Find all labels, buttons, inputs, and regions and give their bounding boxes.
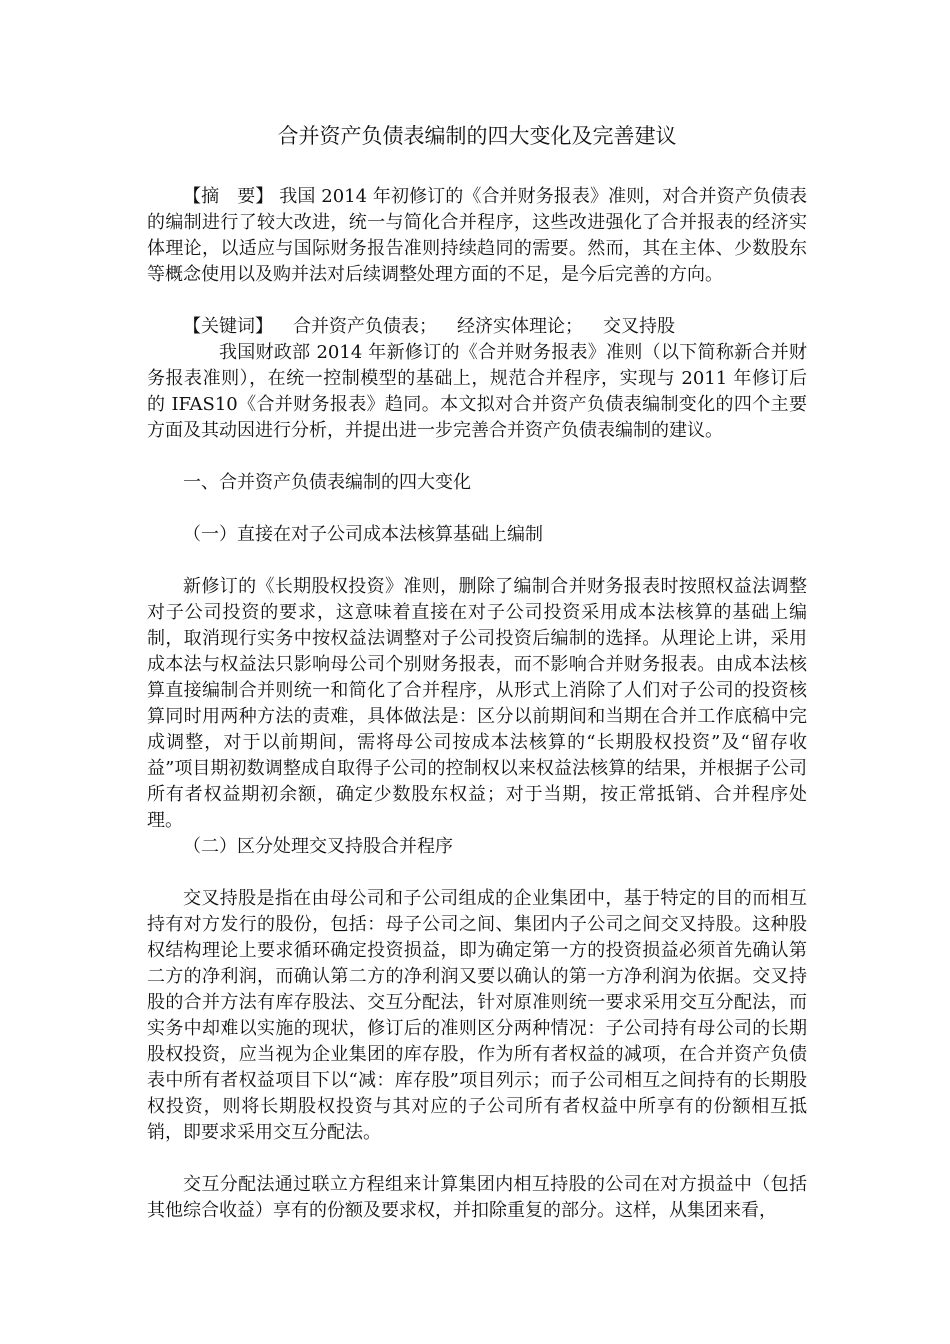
abstract-paragraph	[147, 184, 807, 288]
keyword-item: 经济实体理论；	[457, 316, 583, 337]
document-title: 合并资产负债表编制的四大变化及完善建议	[277, 124, 677, 148]
subsection-heading: （一）直接在对子公司成本法核算基础上编制	[183, 524, 543, 545]
intro-paragraph: 我国财政部 2014 年新修订的《合并财务报表》准则（以下简称新合并财务报表准则），在统一控制模型的基础上，规范合并程序，实现与 2011 年修订后的 IFAS10《合并财务报表》趋同。本文拟对合并资产负债表编制变化的四个主要方面及其动因进行分析，并提出进一步完善合并资产负债表编制的建议。	[147, 342, 807, 441]
keyword-item: 交叉持股	[603, 316, 675, 337]
subsection-heading: （二）区分处理交叉持股合并程序	[183, 836, 453, 857]
body-paragraph: 交叉持股是指在由母公司和子公司组成的企业集团中，基于特定的目的而相互持有对方发行的股份，包括：母子公司之间、集团内子公司之间交叉持股。这种股权结构理论上要求循环确定投资损益，即为确定第一方的投资损益必须首先确认第二方的净利润，而确认第二方的净利润又要以确认的第一方净利润为依据。交叉持股的合并方法有库存股法、交互分配法，针对原准则统一要求采用交互分配法，而实务中却难以实施的现状，修订后的准则区分两种情况：子公司持有母公司的长期股权投资，应当视为企业集团的库存股，作为所有者权益的减项，在合并资产负债表中所有者权益项目下以“减：库存股”项目列示；而子公司相互之间持有的长期股权投资，则将长期股权投资与其对应的子公司所有者权益中所享有的份额相互抵销，即要求采用交互分配法。	[147, 888, 807, 1143]
keywords-label: 【关键词】	[183, 316, 273, 337]
body-paragraph: 新修订的《长期股权投资》准则，删除了编制合并财务报表时按照权益法调整对子公司投资的要求，这意味着直接在对子公司投资采用成本法核算的基础上编制，取消现行实务中按权益法调整对子公司投资后编制的选择。从理论上讲，采用成本法与权益法只影响母公司个别财务报表，而不影响合并财务报表。由成本法核算直接编制合并则统一和简化了合并程序，从形式上消除了人们对子公司的投资核算同时用两种方法的责难，具体做法是：区分以前期间和当期在合并工作底稿中完成调整，对于以前期间，需将母公司按成本法核算的“长期股权投资”及“留存收益”项目期初数调整成自取得子公司的控制权以来权益法核算的结果，并根据子公司所有者权益期初余额，确定少数股东权益；对于当期，按正常抵销、合并程序处理。	[147, 576, 807, 831]
abstract-text: 我国 2014 年初修订的《合并财务报表》准则，对合并资产负债表的编制进行了较大改进，统一与简化合并程序，这些改进强化了合并报表的经济实体理论，以适应与国际财务报告准则持续趋同的需要。然而，其在主体、少数股东等概念使用以及购并法对后续调整处理方面的不足，是今后完善的方向。	[147, 186, 807, 285]
body-paragraph: 交互分配法通过联立方程组来计算集团内相互持股的公司在对方损益中（包括其他综合收益）享有的份额及要求权，并扣除重复的部分。这样，从集团来看，	[147, 1174, 807, 1221]
section-heading: 一、合并资产负债表编制的四大变化	[183, 472, 471, 493]
keywords-line	[147, 314, 807, 340]
abstract-label: 【摘 要】	[183, 186, 274, 207]
keyword-item: 合并资产负债表；	[293, 316, 437, 337]
